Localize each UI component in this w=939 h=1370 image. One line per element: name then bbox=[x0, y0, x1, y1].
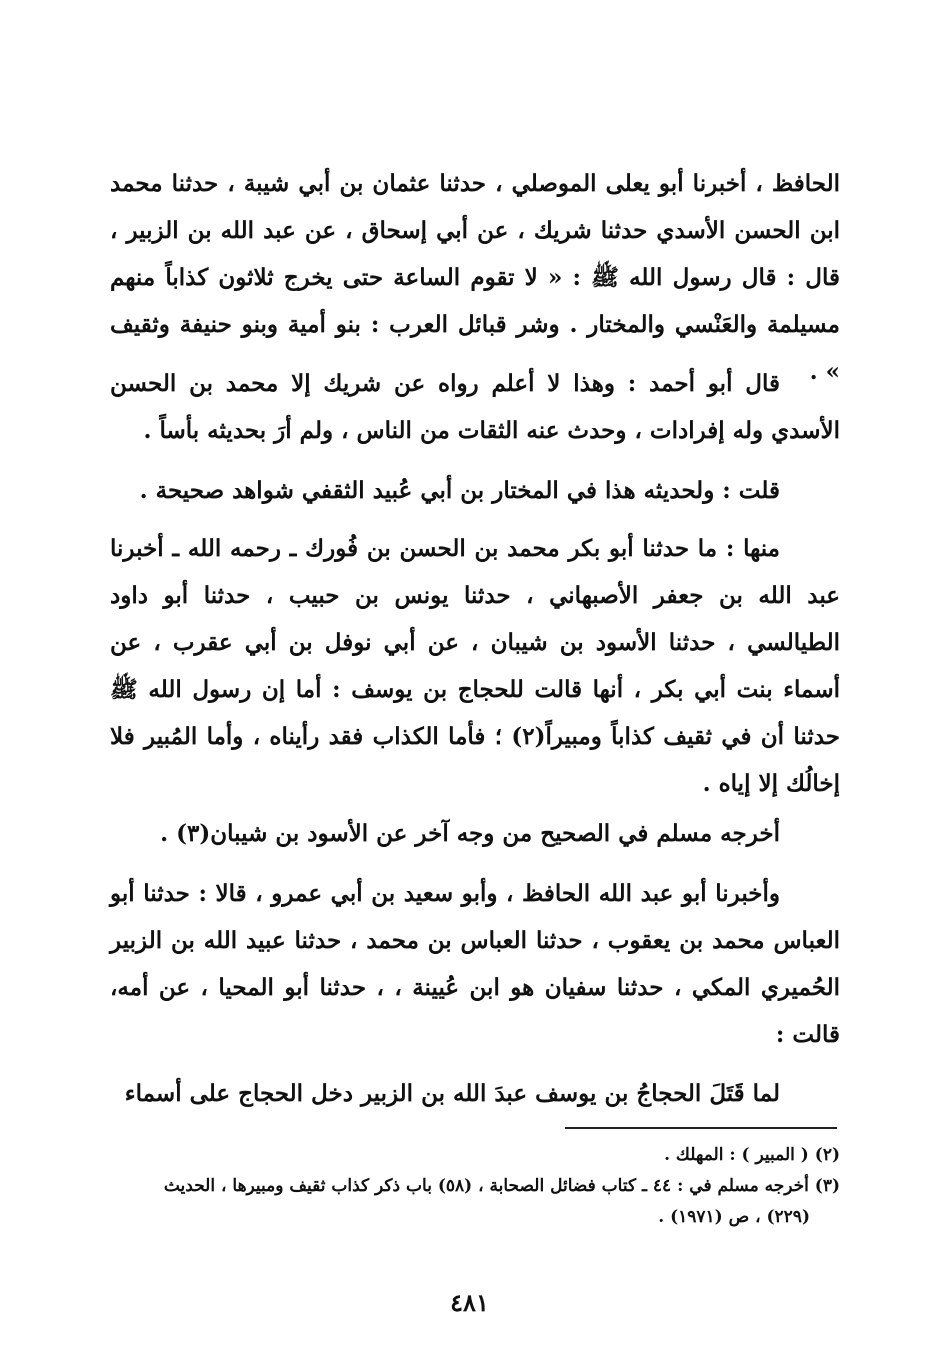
paragraph-2: قال أبو أحمد : وهذا لا أعلم رواه عن شريك إلا محمد بن الحسن الأسدي وله إفرادات ، وحدث عنه الثقات من الناس ، ولم أرَ بحديثه بأساً . bbox=[110, 370, 840, 444]
footnote-3-continuation: (٢٢٩) ، ص (١٩٧١) . bbox=[658, 1207, 810, 1227]
page-number: ٤٨١ bbox=[450, 1288, 489, 1317]
paragraph-5: أخرجه مسلم في الصحيح من وجه آخر عن الأسود بن شيبان(٣) . bbox=[160, 820, 780, 847]
paragraph-4: منها : ما حدثنا أبو بكر محمد بن الحسن بن فُورك ـ رحمه الله ـ أخبرنا عبد الله بن جعفر الأصبهاني ، حدثنا يونس بن حبيب ، حدثنا أبو داود الطيالسي ، حدثنا الأسود بن شيبان ، عن أبي نوفل بن أبي عقرب ، عن أسماء بنت أبي بكر ، أنها قالت للحجاج بن يوسف : أما إن رسول الله ﷺ حدثنا أن في ثقيف كذاباً ومبيراً(٢) ؛ فأما الكذاب فقد رأيناه ، وأما المُبير فلا إخالُك إلا إياه . bbox=[110, 535, 841, 797]
paragraph-6: وأخبرنا أبو عبد الله الحافظ ، وأبو سعيد بن أبي عمرو ، قالا : حدثنا أبو العباس محمد بن يعقوب ، حدثنا العباس بن محمد ، حدثنا عبيد الله بن الزبير الحُميري المكي ، حدثنا سفيان هو ابن عُيينة ، ، حدثنا أبو المحيا ، عن أمه، قالت : bbox=[110, 880, 840, 1048]
footnote-divider bbox=[565, 1127, 837, 1129]
paragraph-7: لما قَتَلَ الحجاجُ بن يوسف عبدَ الله بن الزبير دخل الحجاج على أسماء bbox=[124, 1080, 780, 1107]
paragraph-1: الحافظ ، أخبرنا أبو يعلى الموصلي ، حدثنا عثمان بن أبي شيبة ، حدثنا محمد ابن الحسن الأسدي حدثنا شريك ، عن أبي إسحاق ، عن عبد الله بن الزبير ، قال : قال رسول الله ﷺ : « لا تقوم الساعة حتى يخرج ثلاثون كذاباً منهم مسيلمة والعَنْسي والمختار . وشر قبائل العرب : بنو أمية وبنو حنيفة وثقيف » . bbox=[110, 170, 840, 385]
footnote-3: (٣) أخرجه مسلم في : ٤٤ ـ كتاب فضائل الصحابة ، (٥٨) باب ذكر كذاب ثقيف ومبيرها ، الحديث bbox=[163, 1176, 840, 1196]
footnote-2: (٢) ( المبير ) : المهلك . bbox=[664, 1145, 840, 1165]
footnotes bbox=[110, 1140, 840, 1233]
paragraph-3: قلت : ولحديثه هذا في المختار بن أبي عُبيد الثقفي شواهد صحيحة . bbox=[139, 477, 780, 504]
